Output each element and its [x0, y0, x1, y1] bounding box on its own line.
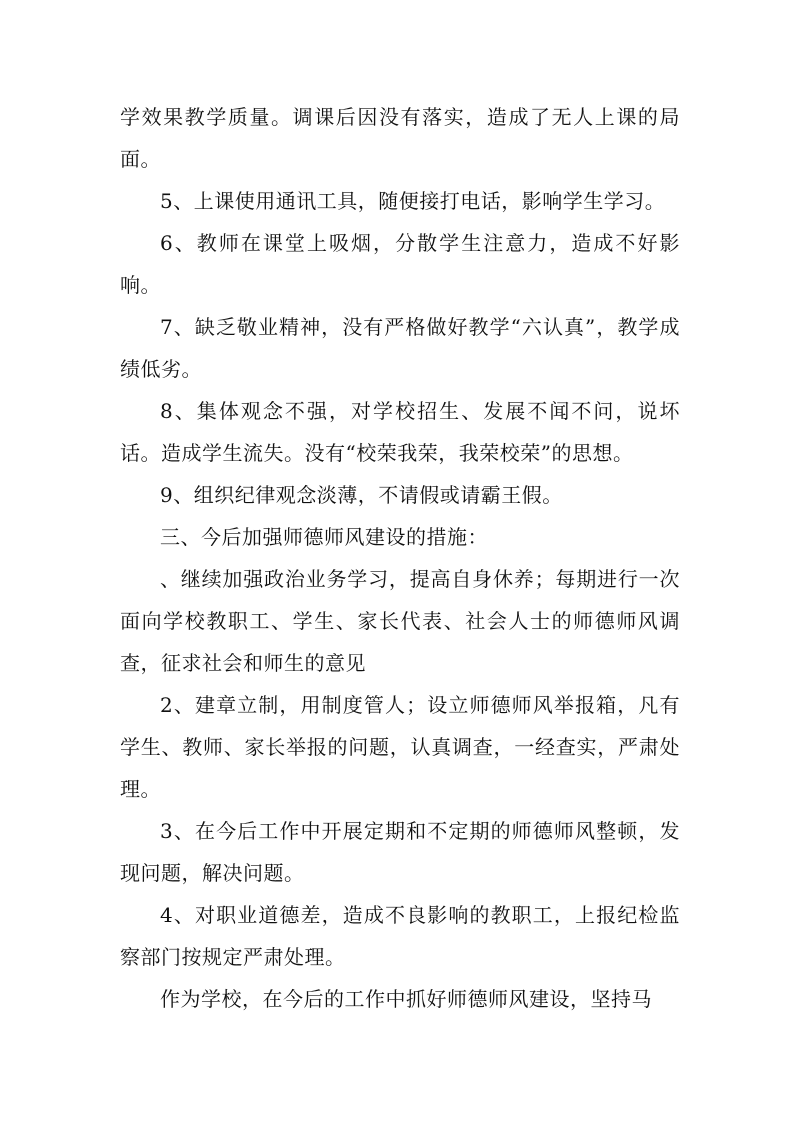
paragraph-item-8: 8、集体观念不强，对学校招生、发展不闻不问，说坏话。造成学生流失。没有“校荣我荣，我荣校荣”的思想。 [120, 399, 680, 465]
paragraph-measure-1: 、继续加强政治业务学习，提高自身休养；每期进行一次面向学校教职工、学生、家长代表、社会人士的师德师风调查，征求社会和师生的意见 [120, 567, 680, 675]
paragraph-item-9: 9、组织纪律观念淡薄，不请假或请霸王假。 [160, 483, 563, 507]
section-heading-measures: 三、今后加强师德师风建设的措施： [160, 525, 488, 549]
paragraph-item-6: 6、教师在课堂上吸烟，分散学生注意力，造成不好影响。 [120, 231, 680, 297]
paragraph-measure-2: 2、建章立制，用制度管人；设立师德师风举报箱，凡有学生、教师、家长举报的问题，认真调查，一经查实，严肃处理。 [120, 693, 680, 801]
paragraph-item-7: 7、缺乏敬业精神，没有严格做好教学“六认真”，教学成绩低劣。 [120, 315, 680, 381]
paragraph-conclusion: 作为学校，在今后的工作中抓好师德师风建设，坚持马 [160, 987, 652, 1011]
paragraph-item-5: 5、上课使用通讯工具，随便接打电话，影响学生学习。 [160, 189, 666, 213]
paragraph-measure-4: 4、对职业道德差，造成不良影响的教职工，上报纪检监察部门按规定严肃处理。 [120, 903, 680, 969]
document-body [120, 96, 680, 1020]
paragraph-continuation: 学效果教学质量。调课后因没有落实，造成了无人上课的局面。 [120, 105, 680, 171]
paragraph-measure-3: 3、在今后工作中开展定期和不定期的师德师风整顿，发现问题，解决问题。 [120, 819, 680, 885]
